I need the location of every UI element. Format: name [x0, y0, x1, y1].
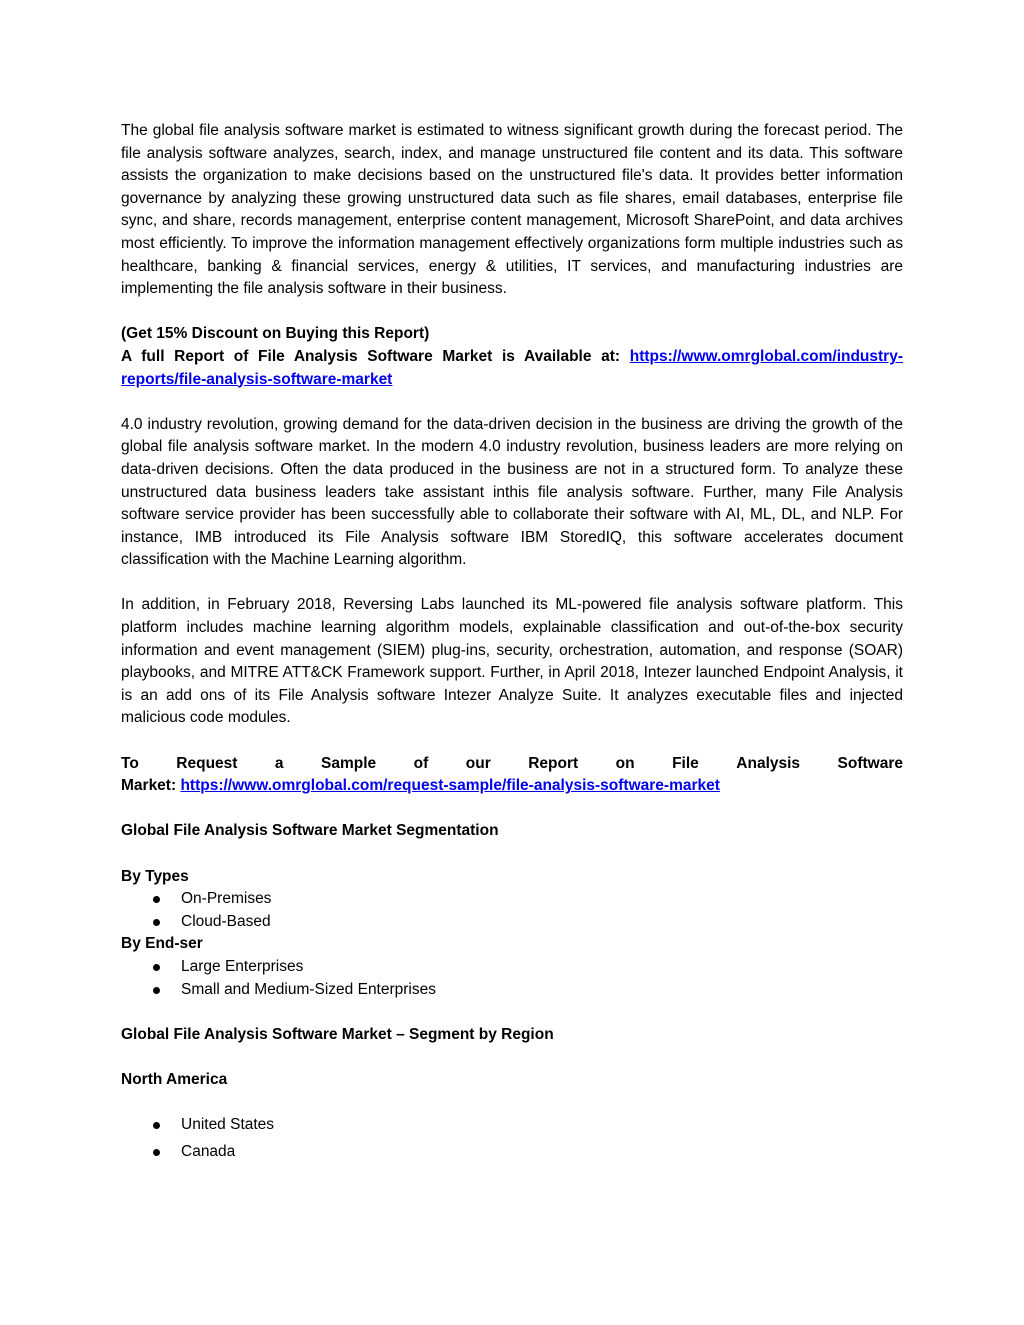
intro-paragraph: The global file analysis software market is estimated to witness significant growth during the forecast period. The file analysis software analyzes, search, index, and manage unstructured file content and its data. This software assists the organization to make decisions based on the unstructured file's data. It provides better information governance by analyzing these growing unstructured data such as file shares, email databases, enterprise file sync, and share, records management, enterprise content management, Microsoft SharePoint, and data archives most efficiently. To improve the information management effectively organizations form multiple industries such as healthcare, banking & financial services, energy & utilities, IT services, and manufacturing industries are implementing the file analysis software in their business.: [121, 122, 903, 298]
sample-word: Report: [528, 754, 579, 772]
north-america-list: [121, 1114, 903, 1163]
bullet-icon: [153, 896, 160, 903]
list-item-label: Large Enterprises: [181, 957, 304, 975]
end-user-list: [121, 956, 903, 1001]
by-types-heading: By Types: [121, 867, 189, 885]
segmentation-heading: Global File Analysis Software Market Segmentation: [121, 822, 499, 840]
document-page: [121, 120, 903, 1163]
sample-word: our: [465, 754, 491, 772]
list-item: [121, 1141, 903, 1164]
full-report-link[interactable]: https://www.omrglobal.com/industry-reports/file-analysis-software-market: [121, 347, 903, 388]
discount-line: (Get 15% Discount on Buying this Report): [121, 325, 430, 343]
bullet-icon: [153, 964, 160, 971]
sample-word: Sample: [321, 754, 377, 772]
list-item-label: Canada: [181, 1142, 236, 1160]
north-america-heading: North America: [121, 1070, 228, 1088]
list-item: [121, 1114, 903, 1137]
types-list: [121, 888, 903, 933]
list-item: [121, 979, 903, 1002]
sample-word: a: [274, 754, 284, 772]
list-item: [121, 911, 903, 934]
full-report-label: A full Report of File Analysis Software Market is Available at:: [121, 347, 621, 365]
sample-word: Software: [837, 754, 903, 772]
full-report-line: [121, 346, 903, 391]
sample-market-label: Market:: [121, 777, 177, 795]
list-item-label: United States: [181, 1116, 275, 1134]
sample-word: To: [121, 754, 139, 772]
list-item: [121, 956, 903, 979]
sample-request-line: [121, 753, 903, 776]
region-heading: Global File Analysis Software Market – Segment by Region: [121, 1025, 554, 1043]
sample-word: File: [672, 754, 699, 772]
bullet-icon: [153, 919, 160, 926]
industry-revolution-paragraph: 4.0 industry revolution, growing demand for the data-driven decision in the business are driving the growth of the global file analysis software market. In the modern 4.0 industry revolution, business leaders are more relying on data-driven decisions. Often the data produced in the business are not in a structured form. To analyze these unstructured data business leaders take assistant inthis file analysis software. Further, many File Analysis software service provider has been successfully able to collaborate their software with AI, ML, DL, and NLP. For instance, IMB introduced its File Analysis software IBM StoredIQ, this software accelerates document classification with the Machine Learning algorithm.: [121, 415, 903, 569]
sample-word: Request: [176, 754, 238, 772]
list-item: [121, 888, 903, 911]
sample-word: on: [615, 754, 635, 772]
bullet-icon: [153, 987, 160, 994]
bullet-icon: [153, 1122, 160, 1129]
sample-link-line: [121, 775, 903, 798]
list-item-label: Cloud-Based: [181, 912, 271, 930]
sample-word: of: [413, 754, 429, 772]
list-item-label: On-Premises: [181, 890, 272, 908]
bullet-icon: [153, 1149, 160, 1156]
list-item-label: Small and Medium-Sized Enterprises: [181, 980, 436, 998]
sample-request-link[interactable]: https://www.omrglobal.com/request-sample/file-analysis-software-market: [180, 777, 720, 795]
sample-word: Analysis: [736, 754, 801, 772]
by-end-user-heading: By End-ser: [121, 935, 203, 953]
reversing-labs-paragraph: In addition, in February 2018, Reversing Labs launched its ML-powered file analysis software platform. This platform includes machine learning algorithm models, explainable classification and out-of-the-box security information and event management (SIEM) plug-ins, security, orchestration, automation, and response (SOAR) playbooks, and MITRE ATT&CK Framework support. Further, in April 2018, Intezer launched Endpoint Analysis, it is an add ons of its File Analysis software Intezer Analyze Suite. It analyzes executable files and injected malicious code modules.: [121, 596, 903, 727]
